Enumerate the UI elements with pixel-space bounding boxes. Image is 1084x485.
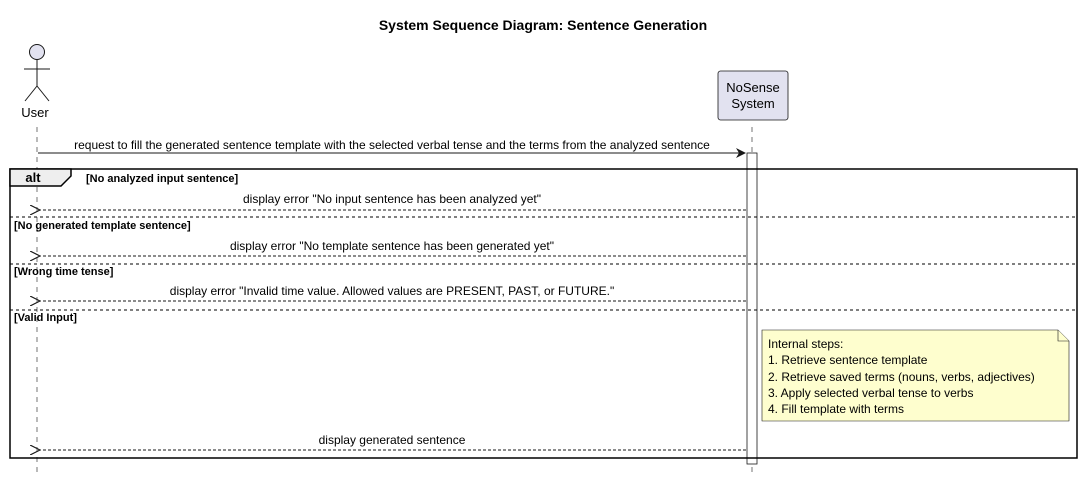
alt-guard-wrong-tense: [Wrong time tense] (14, 266, 114, 278)
user-participant-label: User (21, 105, 49, 120)
diagram-title: System Sequence Diagram: Sentence Generation (378, 17, 708, 33)
error-no-template-label: display error "No template sentence has been generated yet" (229, 239, 555, 253)
alt-keyword: alt (25, 170, 41, 185)
error-no-input-label: display error "No input sentence has been analyzed yet" (242, 192, 542, 206)
alt-guard-no-input: [No analyzed input sentence] (86, 173, 239, 185)
display-generated-label: display generated sentence (318, 433, 466, 447)
alt-guard-no-template: [No generated template sentence] (14, 220, 191, 232)
system-participant-line1: NoSense (726, 80, 780, 95)
note-line: 2. Retrieve saved terms (nouns, verbs, adjectives) (768, 370, 1035, 384)
note-line: 3. Apply selected verbal tense to verbs (768, 386, 974, 400)
system-participant-line2: System (731, 96, 775, 111)
user-actor-icon (24, 45, 50, 102)
request-message-label: request to fill the generated sentence template with the selected verbal tense and the terms from the analyzed sentence (74, 138, 710, 152)
system-activation-bar (747, 153, 757, 464)
note-line: 1. Retrieve sentence template (768, 353, 928, 367)
alt-guard-valid-input: [Valid Input] (14, 312, 77, 324)
note-line: 4. Fill template with terms (768, 402, 905, 416)
internal-steps-note (762, 330, 1069, 421)
error-invalid-tense-label: display error "Invalid time value. Allowed values are PRESENT, PAST, or FUTURE." (169, 284, 615, 298)
system-participant (718, 71, 788, 120)
note-line: Internal steps: (768, 337, 844, 351)
